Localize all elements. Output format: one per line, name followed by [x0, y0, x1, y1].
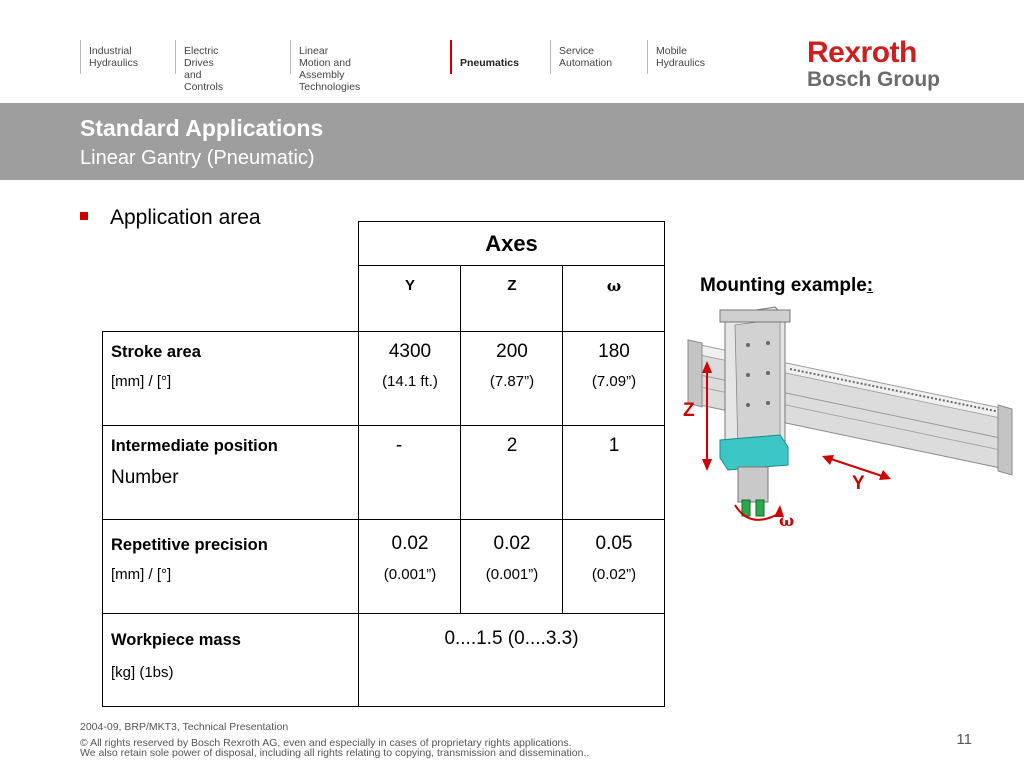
footer	[80, 721, 589, 759]
stroke-omega-sub: (7.09”)	[591, 373, 637, 390]
axis-label-y: Y	[404, 277, 415, 294]
page-subtitle: Linear Gantry (Pneumatic)	[80, 147, 315, 169]
nav-item-industrial-hydraulics[interactable]: Industrial Hydraulics	[80, 40, 138, 74]
intermediate-y-value: -	[395, 435, 403, 456]
row-name-repetitive-precision: Repetitive precision	[111, 536, 268, 554]
grid-line	[358, 265, 665, 266]
intermediate-z-value: 2	[506, 435, 518, 456]
footer-line-2: © All rights reserved by Bosch Rexroth AG, even and especially in cases of proprietary rights applications.	[80, 737, 572, 749]
axis-label-omega: ω	[606, 277, 622, 295]
nav-item-mobile-hydraulics[interactable]: Mobile Hydraulics	[647, 40, 705, 74]
page-number: 11	[956, 731, 972, 748]
bullet-text: Application area	[110, 206, 261, 229]
gantry-drawing	[680, 305, 1020, 535]
spec-table	[102, 221, 665, 707]
row-unit-stroke-area: [mm] / [°]	[111, 373, 172, 390]
row-name-workpiece-mass: Workpiece mass	[111, 631, 241, 649]
precision-omega-sub: (0.02”)	[591, 566, 637, 583]
bullet-square-icon	[80, 212, 88, 220]
row-name-stroke-area: Stroke area	[111, 343, 201, 361]
grid-line	[102, 519, 665, 520]
title-band	[0, 103, 1024, 180]
z-axis-label: Z	[683, 400, 695, 421]
row-unit-workpiece-mass: [kg] (1bs)	[111, 664, 174, 681]
brand-name: Rexroth	[806, 36, 917, 69]
precision-z-value: 0.02	[493, 533, 531, 554]
axes-header: Axes	[485, 231, 538, 256]
mounting-title-suffix: :	[866, 275, 874, 296]
omega-axis-label: ω	[779, 511, 795, 530]
grid-line	[102, 706, 665, 707]
nav-item-pneumatics-label: Pneumatics	[460, 57, 519, 69]
precision-z-sub: (0.001”)	[485, 566, 539, 583]
nav-item-linear-motion[interactable]: Linear Motion and Assembly Technologies	[290, 40, 360, 74]
nav-item-electric-drives[interactable]: Electric Drives and Controls	[175, 40, 223, 74]
row-name-intermediate-position: Intermediate position	[111, 437, 278, 455]
grid-line	[102, 425, 665, 426]
stroke-y-value: 4300	[388, 341, 432, 362]
footer-line-3: We also retain sole power of disposal, including all rights relating to copying, transmission and dissemination..	[80, 747, 590, 759]
precision-y-sub: (0.001”)	[383, 566, 437, 583]
intermediate-omega-value: 1	[608, 435, 620, 456]
grid-line	[102, 613, 665, 614]
stroke-y-sub: (14.1 ft.)	[382, 373, 438, 390]
brand-group: Bosch Group	[806, 68, 940, 91]
nav-item-service-automation[interactable]: Service Automation	[550, 40, 612, 74]
page-title: Standard Applications	[80, 115, 324, 141]
rexroth-logo	[807, 38, 940, 92]
stroke-z-sub: (7.87”)	[489, 373, 535, 390]
precision-omega-value: 0.05	[595, 533, 633, 554]
stroke-omega-value: 180	[598, 341, 630, 362]
nav-item-pneumatics[interactable]	[450, 40, 519, 74]
mounting-example-title	[700, 275, 873, 297]
footer-line-1: 2004-09, BRP/MKT3, Technical Presentation	[80, 721, 289, 733]
axis-label-z: Z	[507, 277, 517, 294]
workpiece-mass-value: 0....1.5 (0....3.3)	[444, 628, 579, 649]
mounting-title-text: Mounting example	[700, 275, 867, 296]
gantry-illustration	[680, 305, 1020, 535]
stroke-z-value: 200	[496, 341, 528, 362]
row-unit-repetitive-precision: [mm] / [°]	[111, 566, 172, 583]
grid-line	[102, 331, 665, 332]
row-unit-intermediate-position: Number	[111, 467, 179, 488]
precision-y-value: 0.02	[391, 533, 429, 554]
y-axis-label: Y	[852, 473, 865, 494]
